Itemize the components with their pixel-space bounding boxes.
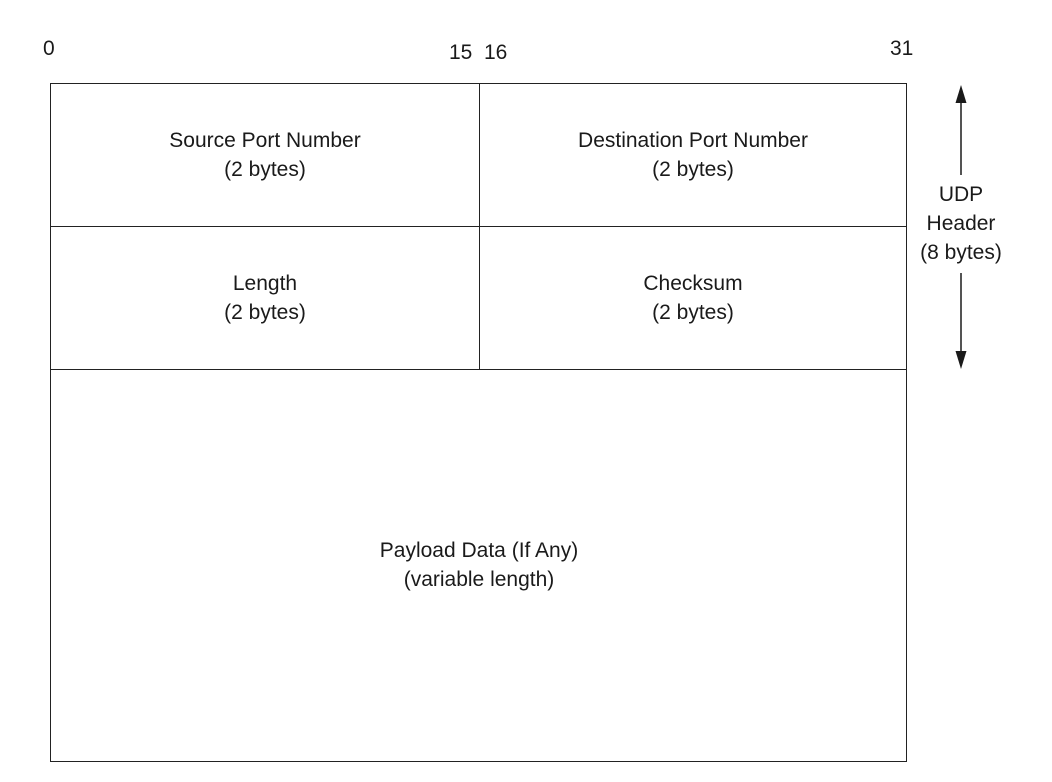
source-port-name: Source Port Number <box>169 129 361 152</box>
source-port-field <box>51 84 479 226</box>
arrow-down-head <box>956 351 967 369</box>
payload-field <box>51 370 907 760</box>
checksum-size: (2 bytes) <box>652 301 734 324</box>
destination-port-field <box>479 84 907 226</box>
checksum-name: Checksum <box>643 272 743 295</box>
destination-port-size: (2 bytes) <box>652 158 734 181</box>
destination-port-name: Destination Port Number <box>578 129 808 152</box>
udp-packet-diagram <box>50 83 907 762</box>
header-span-line2: Header <box>926 212 996 235</box>
header-span-line1: UDP <box>938 183 984 206</box>
arrow-up-head <box>956 85 967 103</box>
bit-position-31: 31 <box>890 37 914 60</box>
udp-header-span-label <box>906 180 1016 267</box>
bit-position-15: 15 <box>449 41 473 64</box>
length-name: Length <box>232 272 298 295</box>
source-port-size: (2 bytes) <box>224 158 306 181</box>
length-field <box>51 227 479 369</box>
bit-position-0: 0 <box>43 37 55 60</box>
payload-size: (variable length) <box>403 568 555 591</box>
header-span-line3: (8 bytes) <box>920 241 1002 264</box>
checksum-field <box>479 227 907 369</box>
length-size: (2 bytes) <box>224 301 306 324</box>
payload-name: Payload Data (If Any) <box>379 539 579 562</box>
bit-position-16: 16 <box>484 41 508 64</box>
